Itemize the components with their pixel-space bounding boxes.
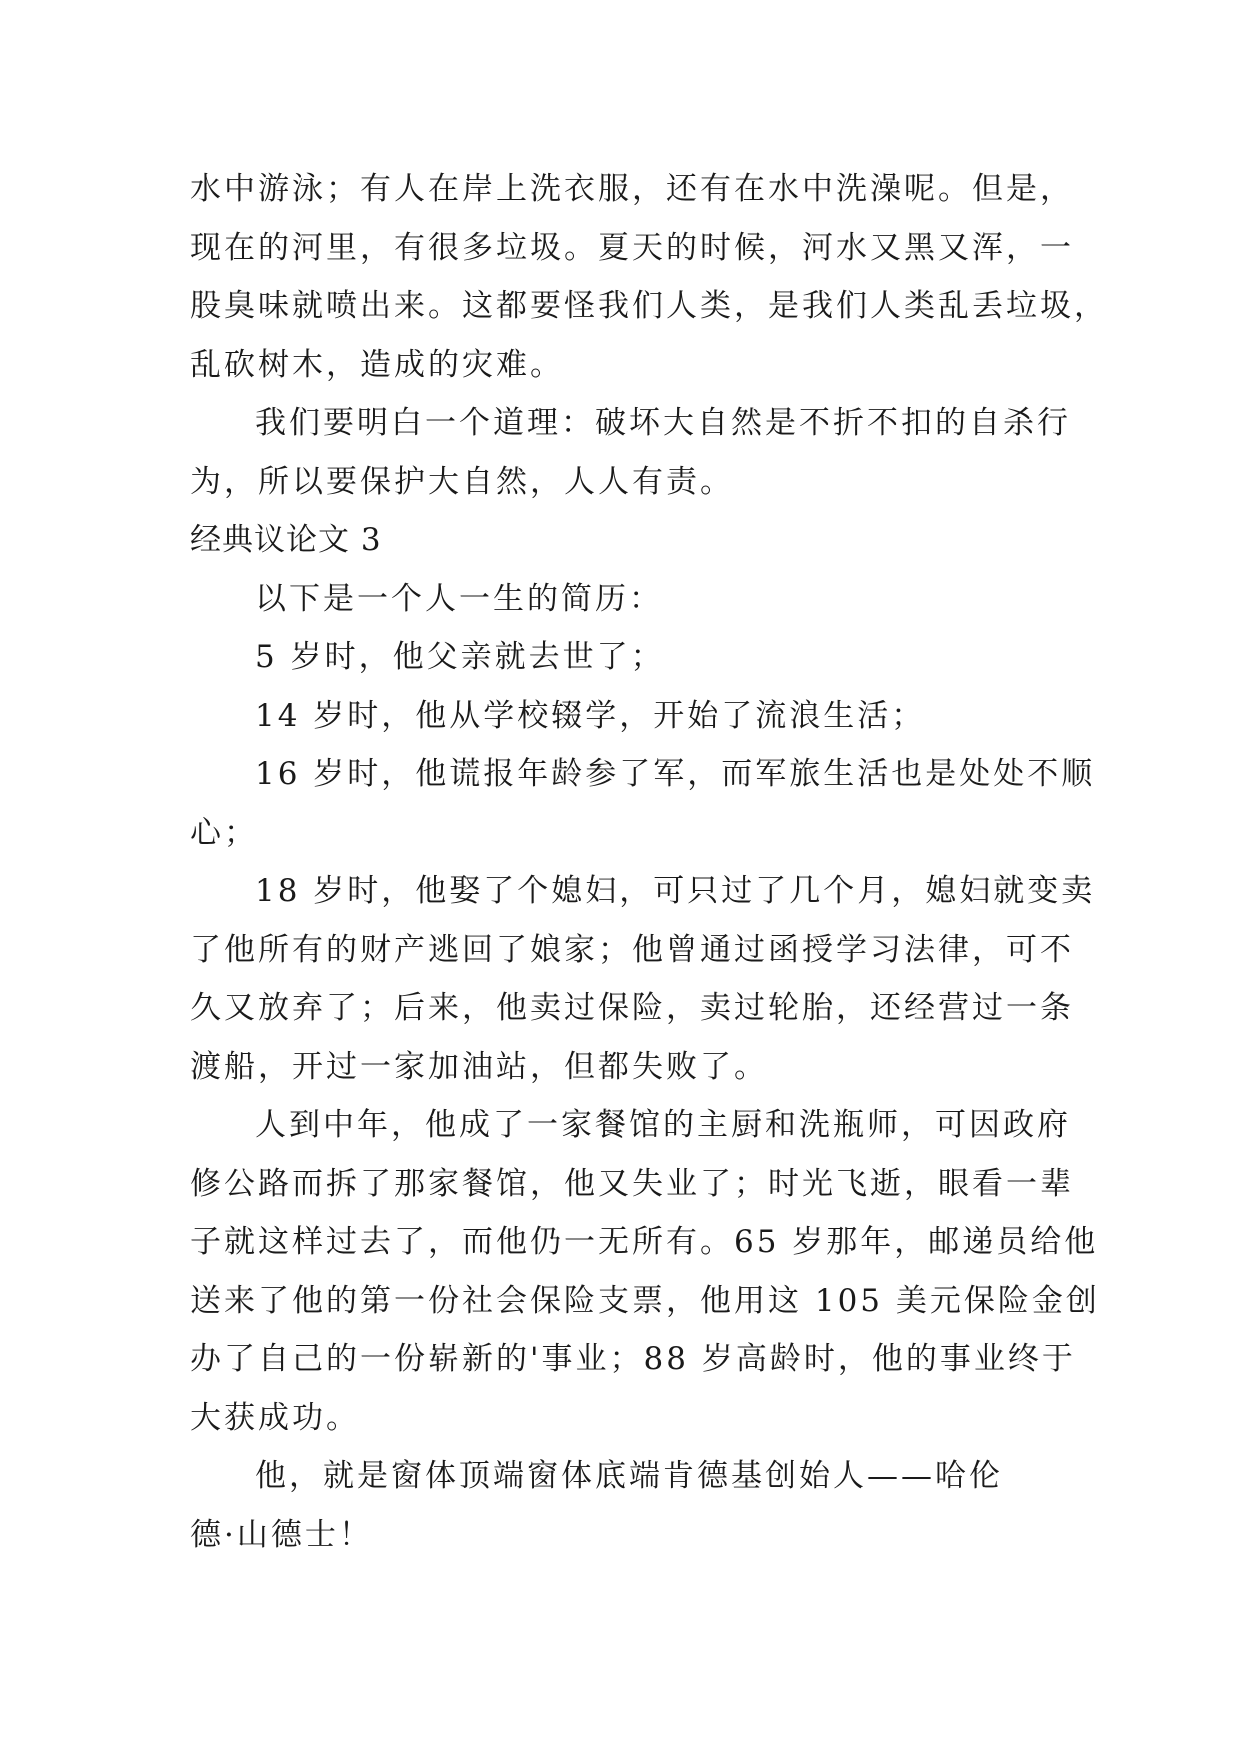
text-line: 水中游泳；有人在岸上洗衣服，还有在水中洗澡呢。但是，: [190, 171, 1074, 207]
text-line: 5 岁时，他父亲就去世了；: [255, 639, 665, 675]
text-line: 办了自己的一份崭新的'事业；88 岁高龄时，他的事业终于: [190, 1341, 1076, 1377]
text-line: 我们要明白一个道理：破坏大自然是不折不扣的自杀行: [255, 405, 1071, 441]
text-line: 他，就是窗体顶端窗体底端肯德基创始人——哈伦: [255, 1458, 1003, 1494]
text-line: 现在的河里，有很多垃圾。夏天的时候，河水又黑又浑，一: [190, 229, 1074, 266]
text-line: 14 岁时，他从学校辍学，开始了流浪生活；: [255, 697, 926, 734]
document-page: [190, 160, 1108, 1564]
text-line: 渡船，开过一家加油站，但都失败了。: [190, 1048, 768, 1085]
section-heading: 经典议论文 3: [190, 522, 382, 558]
text-line: 人到中年，他成了一家餐馆的主厨和洗瓶师，可因政府: [255, 1107, 1071, 1143]
text-line: 子就这样过去了，而他仍一无所有。65 岁那年，邮递员给他: [190, 1224, 1099, 1260]
text-line: 大获成功。: [190, 1399, 360, 1436]
text-line: 久又放弃了；后来，他卖过保险，卖过轮胎，还经营过一条: [190, 990, 1074, 1026]
text-line: 心；: [190, 814, 258, 851]
text-line: 股臭味就喷出来。这都要怪我们人类，是我们人类乱丢垃圾，: [190, 288, 1108, 324]
text-line: 送来了他的第一份社会保险支票，他用这 105 美元保险金创: [190, 1282, 1100, 1319]
text-line: 18 岁时，他娶了个媳妇，可只过了几个月，媳妇就变卖: [255, 873, 1096, 909]
text-line: 修公路而拆了那家餐馆，他又失业了；时光飞逝，眼看一辈: [190, 1165, 1074, 1202]
text-line: 为，所以要保护大自然，人人有责。: [190, 463, 734, 500]
text-line: 16 岁时，他谎报年龄参了军，而军旅生活也是处处不顺: [255, 756, 1096, 792]
text-line: 乱砍树木，造成的灾难。: [190, 346, 564, 383]
text-line: 以下是一个人一生的简历：: [255, 580, 663, 617]
text-line: 了他所有的财产逃回了娘家；他曾通过函授学习法律，可不: [190, 931, 1074, 968]
text-line: 德·山德士！: [190, 1516, 373, 1553]
